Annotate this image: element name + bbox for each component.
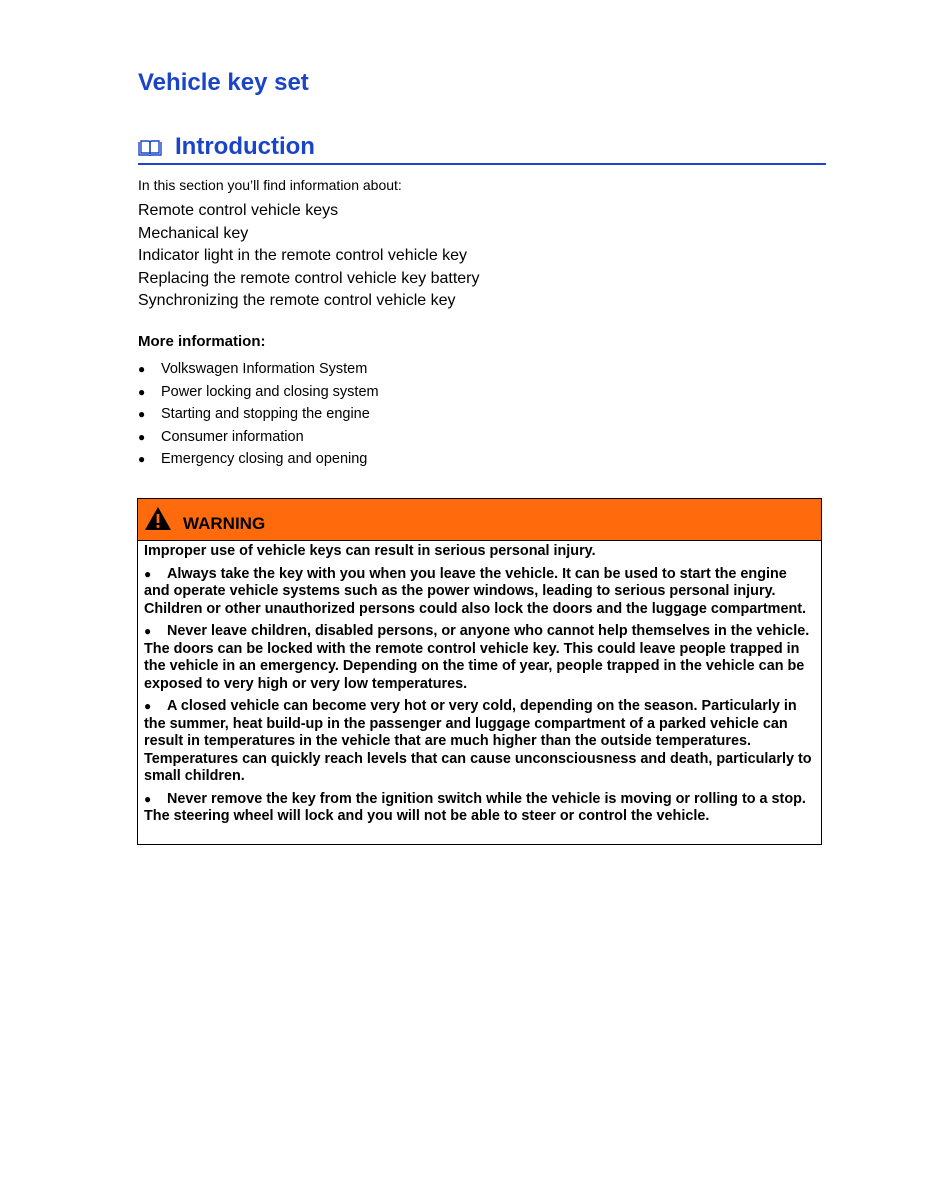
more-info-heading: More information: [138,333,266,350]
topic-list [138,200,480,313]
more-info-item [138,448,379,471]
warning-item-text: Always take the key with you when you leave the vehicle. It can be used to start the engine and operate vehicle systems such as the power windows, leading to serious personal injury. Children or other unauthorized persons could also lock the doors and the luggage compartment. [144,565,807,617]
warning-item [144,566,816,619]
topic-item: Mechanical key [138,224,249,242]
warning-triangle-icon [144,506,172,531]
bullet-icon: ● [144,624,152,638]
warning-body [144,543,816,831]
intro-text: In this section you’ll find information about: [138,177,402,193]
more-info-item-label: Power locking and closing system [161,383,379,400]
warning-item-text: A closed vehicle can become very hot or very cold, depending on the season. Particularly in the summer, heat build-up in the passenger and luggage compartment of a parked vehicle can result in temperatures in the vehicle that are much higher than the outside temperatures. Temperatures can quickly reach levels that can cause unconsciousness and death, particularly to small children. [144,698,812,784]
bullet-icon: ● [144,566,152,581]
warning-label: WARNING [183,514,266,533]
bullet-icon: ● [138,452,146,467]
book-icon [138,139,162,157]
warning-box [137,498,822,845]
topic-item: Indicator light in the remote control vehicle key [138,247,468,265]
more-info-item-label: Starting and stopping the engine [161,406,370,423]
warning-item-text: Never remove the key from the ignition switch while the vehicle is moving or rolling to a stop. The steering wheel will lock and you will not be able to steer or control the vehicle. [144,790,806,824]
section-header [138,130,826,165]
more-info-item-label: Emergency closing and opening [161,451,368,468]
warning-item-text: Never leave children, disabled persons, or anyone who cannot help themselves in the vehicle. The doors can be locked with the remote control vehicle key. This could leave people trapped in the vehicle in an emergency. Depending on the time of year, people trapped in the vehicle can be exposed to very high or very low temperatures. [144,623,810,692]
warning-lead: Improper use of vehicle keys can result in serious personal injury. [144,543,596,559]
more-info-list [138,358,379,471]
topic-item: Synchronizing the remote control vehicle key [138,292,456,310]
more-info-item-label: Consumer information [161,428,304,445]
bullet-icon: ● [144,791,152,806]
bullet-icon: ● [138,362,146,376]
topic-item: Remote control vehicle keys [138,202,339,219]
warning-item [144,698,816,786]
section-title: Introduction [175,133,315,160]
bullet-icon: ● [138,384,146,399]
warning-header [138,499,821,541]
bullet-icon: ● [138,429,146,444]
more-info-item [138,403,379,426]
more-info-item [138,381,379,404]
page-title: Vehicle key set [138,69,309,96]
more-info-item-label: Volkswagen Information System [161,361,368,377]
more-info-item [138,426,379,449]
warning-item [144,623,816,693]
bullet-icon: ● [138,407,146,422]
bullet-icon: ● [144,699,152,713]
more-info-item [138,358,379,381]
warning-item [144,791,816,826]
topic-item: Replacing the remote control vehicle key battery [138,269,480,287]
